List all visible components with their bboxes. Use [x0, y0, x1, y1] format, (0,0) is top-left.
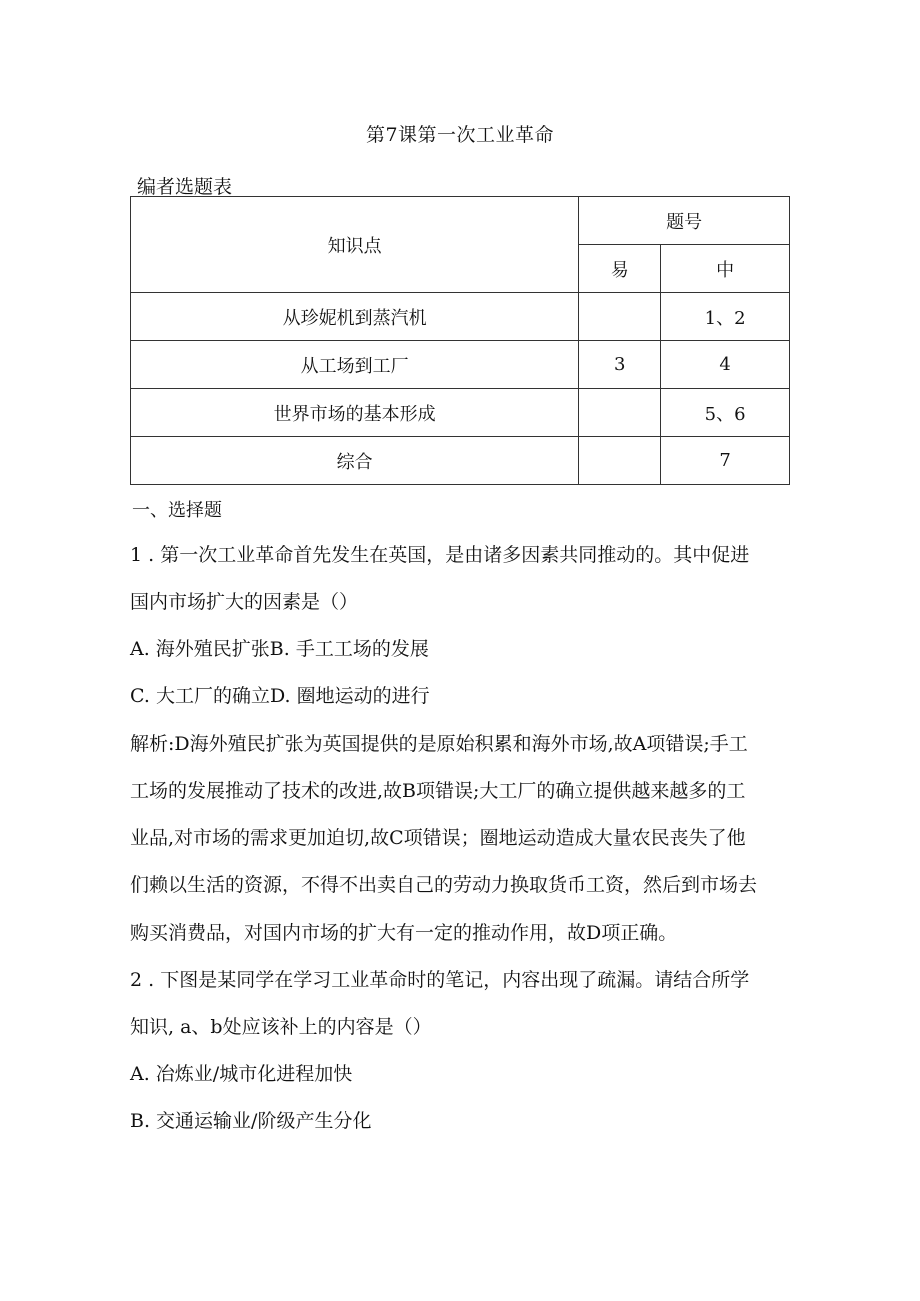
header-question-number: 题号: [579, 197, 790, 245]
question-1-stem: 1 . 第一次工业革命首先发生在英国，是由诸多因素共同推动的。其中促进: [130, 544, 750, 566]
question-selection-table: [130, 196, 790, 485]
question-2-option-b: B. 交通运输业/阶级产生分化: [130, 1110, 372, 1132]
question-1-analysis-line: 解析:D海外殖民扩张为英国提供的是原始积累和海外市场,故A项错误;手工: [130, 733, 748, 755]
question-1-options-cd: C. 大工厂的确立D. 圈地运动的进行: [130, 685, 430, 707]
section-heading: 一、选择题: [132, 500, 222, 521]
medium-cell: 4: [661, 341, 790, 389]
question-2-stem: 2 . 下图是某同学在学习工业革命时的笔记，内容出现了疏漏。请结合所学: [130, 969, 750, 991]
topic-cell: 综合: [131, 437, 579, 485]
topic-cell: 从珍妮机到蒸汽机: [131, 293, 579, 341]
question-1-analysis-line: 工场的发展推动了技术的改进,故B项错误;大工厂的确立提供越来越多的工: [130, 780, 746, 802]
question-1-analysis-line: 们赖以生活的资源，不得不出卖自己的劳动力换取货币工资，然后到市场去: [130, 874, 758, 896]
table-header-row: [131, 197, 790, 245]
easy-cell: [579, 437, 661, 485]
medium-cell: 1、2: [661, 293, 790, 341]
header-easy: 易: [579, 245, 661, 293]
table-caption: 编者选题表: [137, 176, 233, 198]
topic-cell: 从工场到工厂: [131, 341, 579, 389]
topic-cell: 世界市场的基本形成: [131, 389, 579, 437]
medium-cell: 7: [661, 437, 790, 485]
question-2-stem-cont: 知识, a、b处应该补上的内容是（）: [130, 1016, 432, 1038]
header-medium: 中: [661, 245, 790, 293]
easy-cell: 3: [579, 341, 661, 389]
table-row: [131, 341, 790, 389]
question-1-analysis-line: 购买消费品，对国内市场的扩大有一定的推动作用，故D项正确。: [130, 922, 678, 944]
medium-cell: 5、6: [661, 389, 790, 437]
header-knowledge-point: 知识点: [131, 197, 579, 293]
question-2-option-a: A. 冶炼业/城市化进程加快: [130, 1063, 353, 1085]
easy-cell: [579, 293, 661, 341]
table-row: [131, 293, 790, 341]
page-title: 第7课第一次工业革命: [365, 124, 555, 146]
question-1-stem-cont: 国内市场扩大的因素是（）: [130, 591, 359, 613]
question-1-options-ab: A. 海外殖民扩张B. 手工工场的发展: [130, 638, 429, 660]
table-row: [131, 389, 790, 437]
easy-cell: [579, 389, 661, 437]
table-row: [131, 437, 790, 485]
question-1-analysis-line: 业品,对市场的需求更加迫切,故C项错误；圈地运动造成大量农民丧失了他: [130, 827, 746, 849]
